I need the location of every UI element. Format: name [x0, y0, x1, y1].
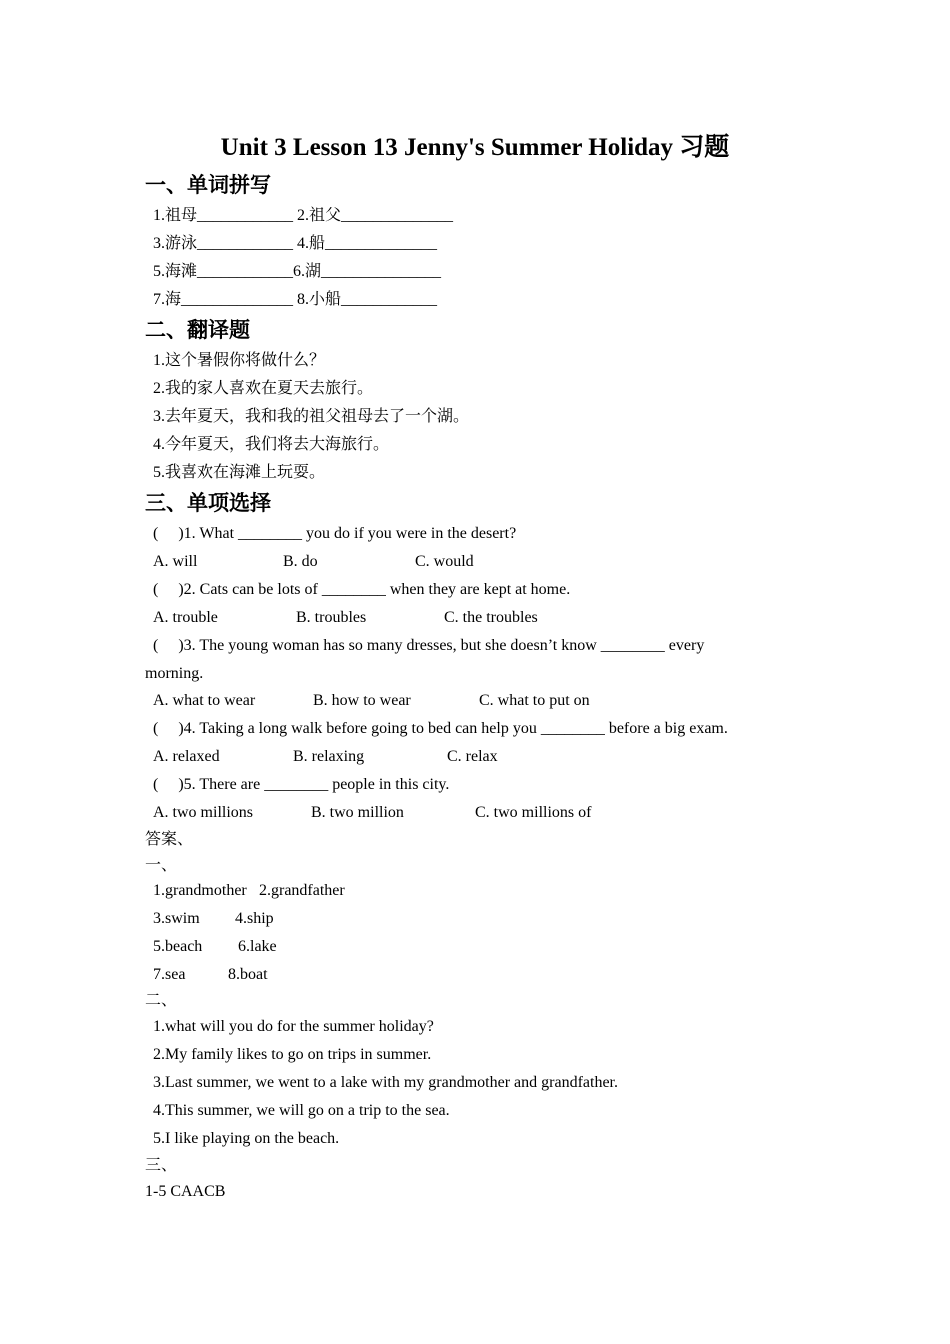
question-stem: ( )4. Taking a long walk before going to bed can help you ________ before a big exam.: [153, 720, 728, 737]
translation-line: 4.今年夏天，我们将去大海旅行。: [153, 436, 390, 453]
option-b: B. relaxing: [293, 748, 365, 765]
question-stem: ( )2. Cats can be lots of ________ when they are kept at home.: [153, 581, 571, 598]
answer-word: 7.sea: [153, 966, 186, 983]
answer-word: 1.grandmother: [153, 882, 247, 899]
question-stem-continued: morning.: [145, 665, 204, 682]
option-c: C. the troubles: [444, 609, 538, 626]
answers-part3: 1-5 CAACB: [145, 1183, 226, 1200]
answers-heading: 答案、: [145, 831, 194, 848]
translation-line: 3.去年夏天，我和我的祖父祖母去了一个湖。: [153, 408, 470, 425]
option-b: B. two million: [311, 804, 404, 821]
section-heading-choice: 三、单项选择: [145, 491, 271, 515]
option-a: A. what to wear: [153, 692, 256, 709]
answer-sentence: 3.Last summer, we went to a lake with my grandmother and grandfather.: [153, 1074, 618, 1091]
question-stem: ( )3. The young woman has so many dresses, but she doesn’t know ________ every: [153, 637, 705, 654]
spelling-line: 7.海______________ 8.小船____________: [153, 291, 438, 308]
answer-sentence: 2.My family likes to go on trips in summer.: [153, 1046, 432, 1063]
option-c: C. relax: [447, 748, 498, 765]
answer-word: 4.ship: [235, 910, 274, 927]
answer-word: 2.grandfather: [259, 882, 345, 899]
section-heading-translation: 二、翻译题: [145, 318, 250, 342]
option-c: C. two millions of: [475, 804, 592, 821]
translation-line: 1.这个暑假你将做什么？: [153, 352, 326, 369]
answer-sentence: 4.This summer, we will go on a trip to the sea.: [153, 1102, 450, 1119]
section-heading-spelling: 一、单词拼写: [145, 173, 271, 197]
answers-part2-label: 二、: [145, 992, 178, 1009]
question-stem: ( )1. What ________ you do if you were in the desert?: [153, 525, 517, 542]
translation-line: 5.我喜欢在海滩上玩耍。: [153, 464, 326, 481]
question-stem: ( )5. There are ________ people in this city.: [153, 776, 450, 793]
answers-part1-label: 一、: [145, 857, 178, 874]
option-a: A. will: [153, 553, 198, 570]
option-a: A. two millions: [153, 804, 254, 821]
answer-sentence: 5.I like playing on the beach.: [153, 1130, 340, 1147]
option-a: A. trouble: [153, 609, 218, 626]
answer-sentence: 1.what will you do for the summer holiday?: [153, 1018, 434, 1035]
option-c: C. would: [415, 553, 474, 570]
translation-line: 2.我的家人喜欢在夏天去旅行。: [153, 380, 374, 397]
spelling-line: 5.海滩____________6.湖_______________: [153, 263, 442, 280]
spelling-line: 3.游泳____________ 4.船______________: [153, 235, 438, 252]
option-b: B. troubles: [296, 609, 367, 626]
answer-word: 8.boat: [228, 966, 268, 983]
answer-word: 5.beach: [153, 938, 203, 955]
answer-word: 3.swim: [153, 910, 200, 927]
document-title: Unit 3 Lesson 13 Jenny's Summer Holiday 习题: [220, 134, 730, 161]
answer-word: 6.lake: [238, 938, 277, 955]
option-b: B. do: [283, 553, 318, 570]
option-a: A. relaxed: [153, 748, 220, 765]
answers-part3-label: 三、: [145, 1157, 178, 1174]
spelling-line: 1.祖母____________ 2.祖父______________: [153, 207, 454, 224]
option-b: B. how to wear: [313, 692, 411, 709]
option-c: C. what to put on: [479, 692, 590, 709]
